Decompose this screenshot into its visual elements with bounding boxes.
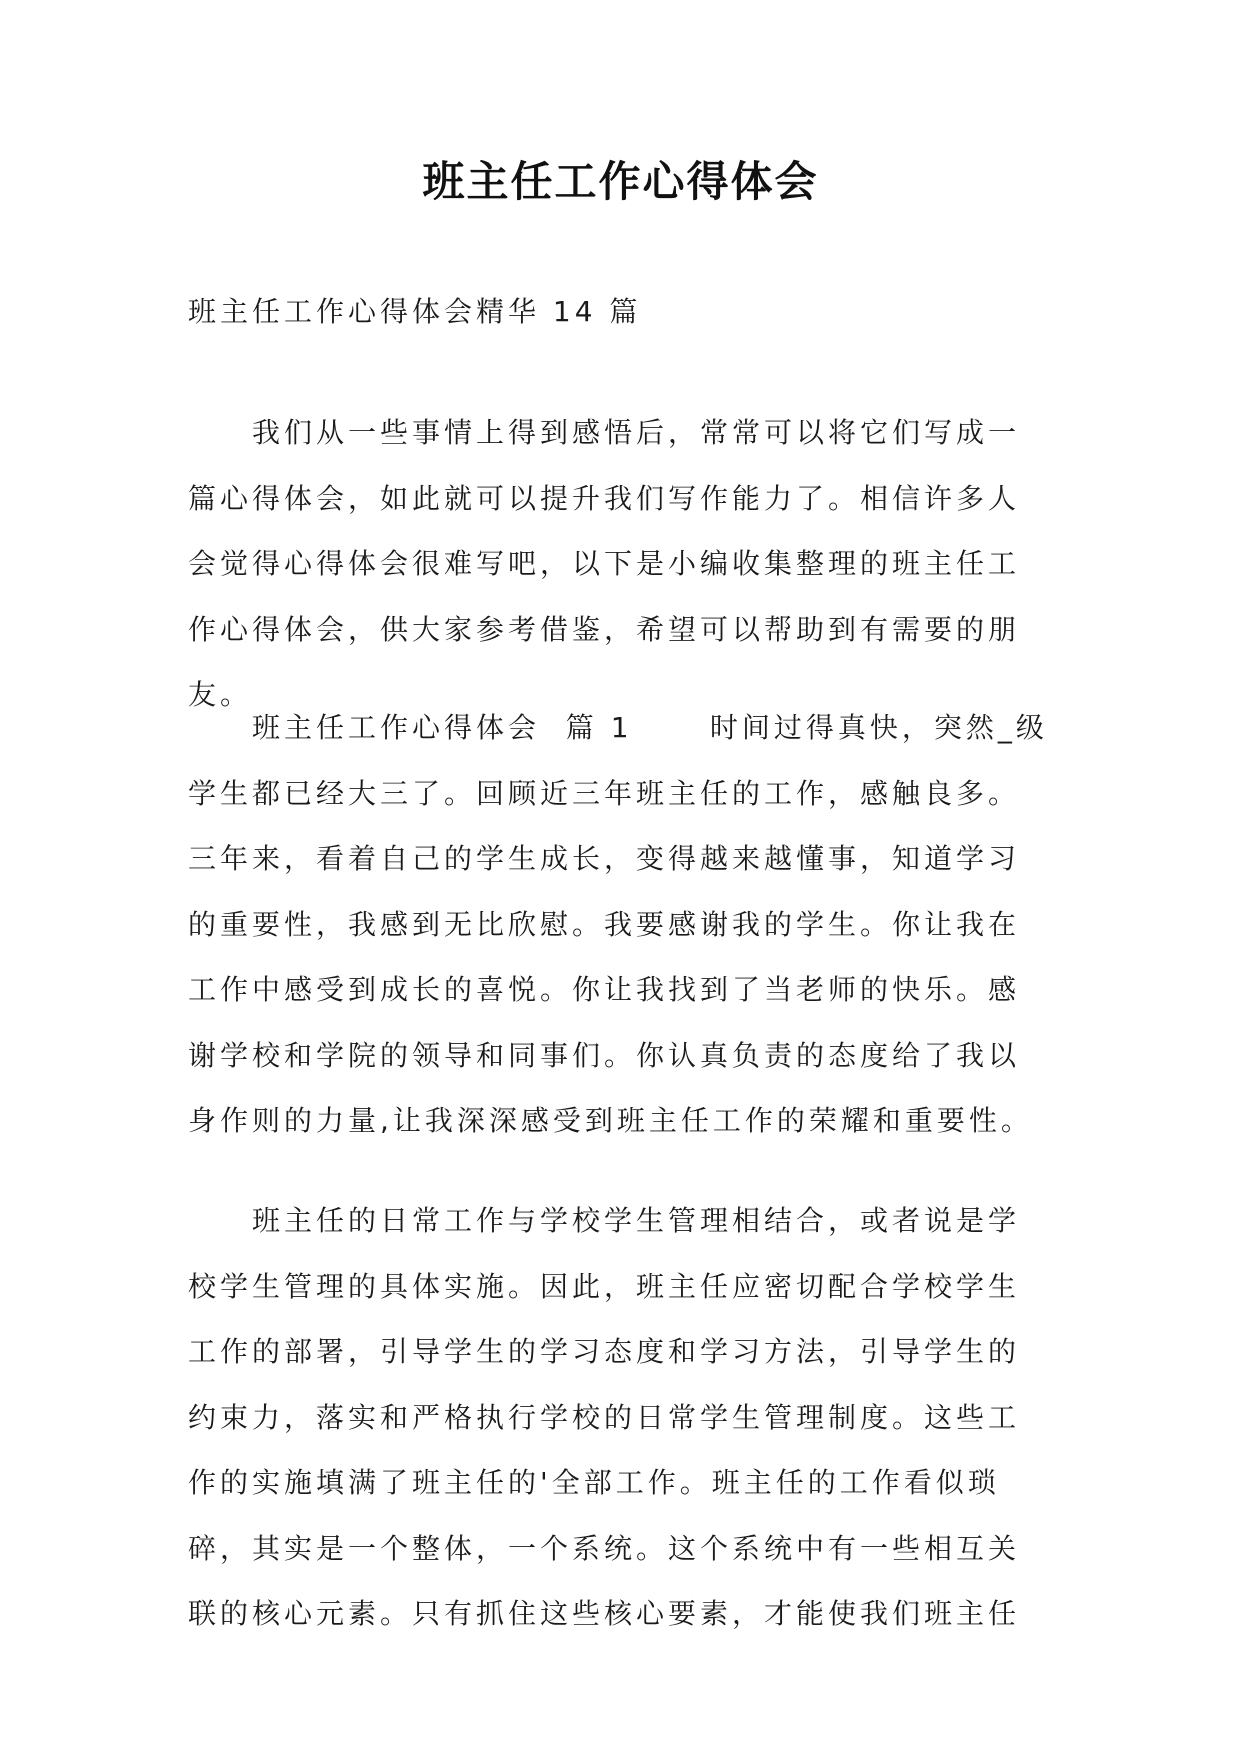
paragraph-body: 班主任的日常工作与学校学生管理相结合，或者说是学校学生管理的具体实施。因此，班主任应密切配合学校学生工作的部署，引导学生的学习态度和学习方法，引导学生的约束力，落实和严格执行学校的日常学生管理制度。这些工作的实施填满了班主任的'全部工作。班主任的工作看似琐碎，其实是一个整体，一个系统。这个系统中有一些相互关联的核心元素。只有抓住这些核心要素，才能使我们班主任 — [188, 1204, 1021, 1630]
paragraph-intro: 我们从一些事情上得到感悟后，常常可以将它们写成一篇心得体会，如此就可以提升我们写作能力了。相信许多人会觉得心得体会很难写吧，以下是小编收集整理的班主任工作心得体会，供大家参考借鉴，希望可以帮助到有需要的朋友。 — [188, 416, 1021, 711]
document-title: 班主任工作心得体会 — [422, 157, 819, 206]
paragraph-article-1: 班主任工作心得体会 篇 1 时间过得真快，突然_级学生都已经大三了。回顾近三年班主任的工作，感触良多。三年来，看着自己的学生成长，变得越来越懂事，知道学习的重要性，我感到无比欣慰。我要感谢我的学生。你让我在工作中感受到成长的喜悦。你让我找到了当老师的快乐。感谢学校和学院的领导和同事们。你认真负责的态度给了我以身作则的力量,让我深深感受到班主任工作的荣耀和重要性。 — [188, 711, 1048, 1137]
document-subtitle: 班主任工作心得体会精华 14 篇 — [188, 295, 642, 328]
